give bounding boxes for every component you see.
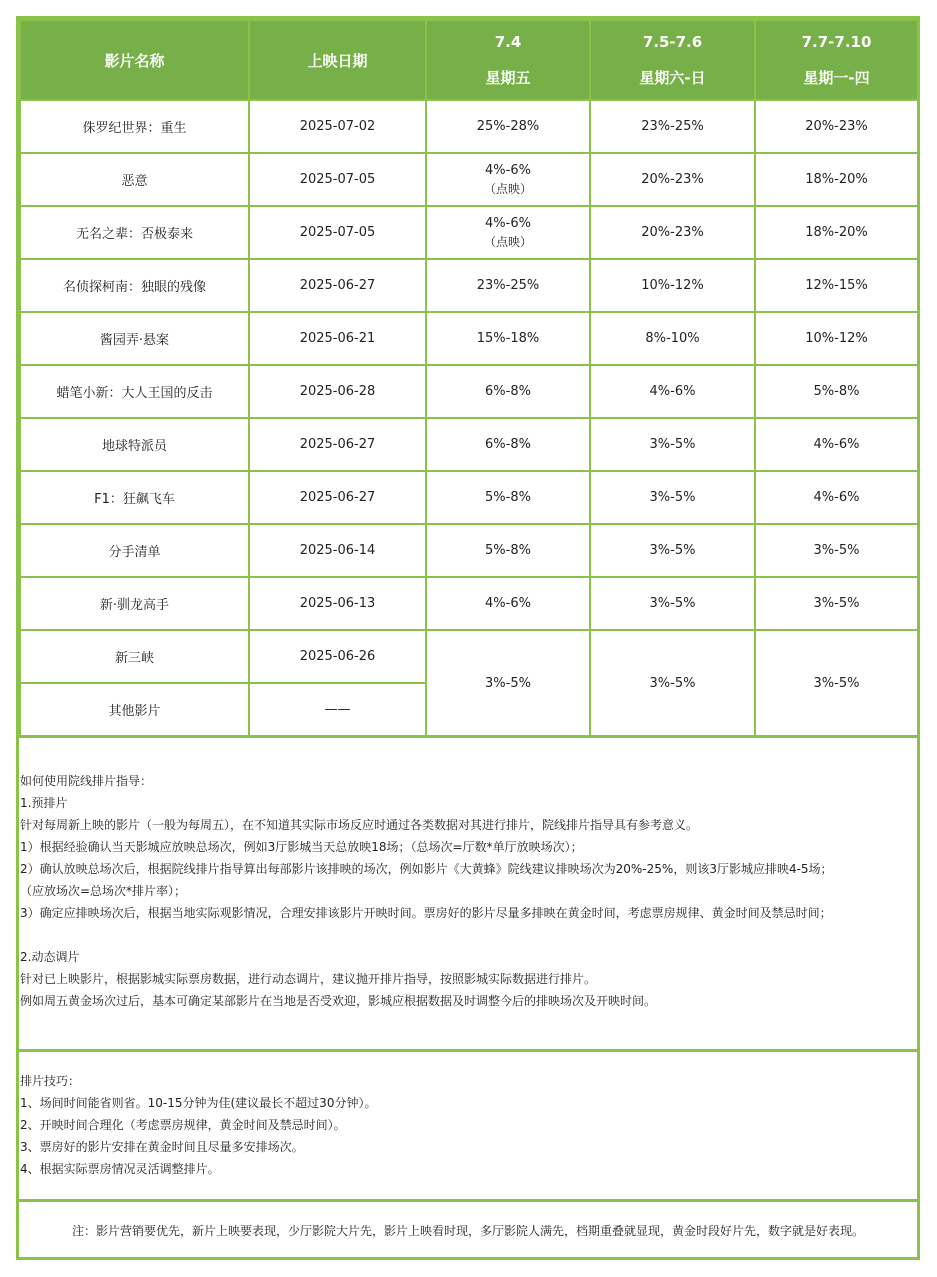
table-row <box>20 418 918 471</box>
footer-note: 注：影片营销要优先，新片上映要表现，少厅影院大片先，影片上映看时现，多厅影院人满先，档期重叠就显现，黄金时段好片先，数字就是好表现。 <box>19 1199 917 1257</box>
presched-line: 1）根据经验确认当天影城应放映总场次，例如3厅影城当天总放映18场；（总场次=厅数*单厅放映场次）； <box>20 840 583 854</box>
weekday-share-cell: 3%-5% <box>755 577 918 630</box>
release-date-cell: 2025-06-27 <box>249 259 426 312</box>
table-row <box>20 524 918 577</box>
film-name-cell: F1：狂飙飞车 <box>20 471 249 524</box>
friday-share-value: 25%-28% <box>476 118 540 134</box>
header-release-date: 上映日期 <box>249 20 426 100</box>
film-name-cell: 新三峡 <box>20 630 249 683</box>
weekday-share-cell: 12%-15% <box>755 259 918 312</box>
release-date-cell: 2025-06-13 <box>249 577 426 630</box>
release-date-cell: 2025-06-21 <box>249 312 426 365</box>
friday-share-value: 6%-8% <box>485 383 531 399</box>
weekday-share-cell: 3%-5% <box>755 630 918 736</box>
friday-share-cell <box>426 365 590 418</box>
table-row <box>20 153 918 206</box>
friday-share-note: （点映） <box>483 234 532 249</box>
tip-item: 1、场间时间能省则省。10-15分钟为佳(建议最长不超过30分钟）。 <box>20 1096 377 1110</box>
weekend-share-cell: 4%-6% <box>590 365 755 418</box>
friday-share-cell <box>426 312 590 365</box>
weekend-share-cell: 3%-5% <box>590 630 755 736</box>
friday-share-value: 4%-6% <box>485 595 531 611</box>
friday-share-cell <box>426 524 590 577</box>
friday-share-cell <box>426 577 590 630</box>
release-date-cell: —— <box>249 683 426 736</box>
release-date-cell: 2025-06-28 <box>249 365 426 418</box>
weekday-share-cell: 4%-6% <box>755 418 918 471</box>
presched-line: 针对每周新上映的影片（一般为每周五），在不知道其实际市场反应时通过各类数据对其进行排片，院线排片指导具有参考意义。 <box>20 818 699 832</box>
header-weekday-day: 星期一-四 <box>803 69 870 87</box>
table-header-row <box>20 20 918 100</box>
weekend-share-cell: 20%-23% <box>590 206 755 259</box>
weekday-share-cell: 10%-12% <box>755 312 918 365</box>
table-row <box>20 312 918 365</box>
header-weekday <box>755 20 918 100</box>
header-weekend <box>590 20 755 100</box>
header-weekend-day: 星期六-日 <box>639 69 706 87</box>
dynamic-line: 针对已上映影片，根据影城实际票房数据，进行动态调片，建议抛开排片指导，按照影城实际数据进行排片。 <box>20 972 597 986</box>
friday-share-value: 4%-6% <box>485 215 531 231</box>
weekend-share-cell: 23%-25% <box>590 100 755 153</box>
table-row <box>20 365 918 418</box>
table-row <box>20 100 918 153</box>
film-name-cell: 蜡笔小新：大人王国的反击 <box>20 365 249 418</box>
film-name-cell: 新·驯龙高手 <box>20 577 249 630</box>
release-date-cell: 2025-06-26 <box>249 630 426 683</box>
table-row-merged-a <box>20 630 918 683</box>
weekend-share-cell: 3%-5% <box>590 418 755 471</box>
weekend-share-cell: 8%-10% <box>590 312 755 365</box>
header-friday-day: 星期五 <box>485 69 531 87</box>
dynamic-heading: 2.动态调片 <box>20 950 80 964</box>
usage-guide-section <box>19 735 917 1049</box>
film-name-cell: 地球特派员 <box>20 418 249 471</box>
friday-share-value: 15%-18% <box>476 330 540 346</box>
film-name-cell: 分手清单 <box>20 524 249 577</box>
tip-item: 3、票房好的影片安排在黄金时间且尽量多安排场次。 <box>20 1140 304 1154</box>
film-name-cell: 无名之辈：否极泰来 <box>20 206 249 259</box>
scheduling-tips-section <box>19 1049 917 1199</box>
usage-title: 如何使用院线排片指导： <box>20 774 153 788</box>
weekday-share-cell: 20%-23% <box>755 100 918 153</box>
dynamic-line: 例如周五黄金场次过后，基本可确定某部影片在当地是否受欢迎，影城应根据数据及时调整今后的排映场次及开映时间。 <box>20 994 657 1008</box>
friday-share-cell: 3%-5% <box>426 630 590 736</box>
friday-share-cell <box>426 153 590 206</box>
header-film-name: 影片名称 <box>20 20 249 100</box>
friday-share-value: 5%-8% <box>485 489 531 505</box>
presched-line: （应放场次=总场次*排片率）； <box>20 884 187 898</box>
header-friday-date: 7.4 <box>494 33 522 51</box>
weekend-share-cell: 3%-5% <box>590 577 755 630</box>
friday-share-note: （点映） <box>483 181 532 196</box>
release-date-cell: 2025-07-05 <box>249 206 426 259</box>
release-date-cell: 2025-06-27 <box>249 418 426 471</box>
table-row <box>20 259 918 312</box>
friday-share-value: 23%-25% <box>476 277 540 293</box>
header-weekend-date: 7.5-7.6 <box>642 33 703 51</box>
schedule-guide-panel <box>16 16 920 1260</box>
presched-heading: 1.预排片 <box>20 796 68 810</box>
weekend-share-cell: 20%-23% <box>590 153 755 206</box>
header-friday <box>426 20 590 100</box>
presched-line: 3）确定应排映场次后，根据当地实际观影情况，合理安排该影片开映时间。票房好的影片尽量多排映在黄金时间，考虑票房规律、黄金时间及禁忌时间； <box>20 906 832 920</box>
release-date-cell: 2025-07-05 <box>249 153 426 206</box>
weekday-share-cell: 4%-6% <box>755 471 918 524</box>
release-date-cell: 2025-06-27 <box>249 471 426 524</box>
release-date-cell: 2025-07-02 <box>249 100 426 153</box>
friday-share-value: 4%-6% <box>485 162 531 178</box>
table-row <box>20 206 918 259</box>
weekday-share-cell: 18%-20% <box>755 206 918 259</box>
friday-share-cell <box>426 471 590 524</box>
weekend-share-cell: 10%-12% <box>590 259 755 312</box>
film-name-cell: 名侦探柯南：独眼的残像 <box>20 259 249 312</box>
tips-title: 排片技巧： <box>20 1074 81 1088</box>
friday-share-cell <box>426 100 590 153</box>
tip-item: 2、开映时间合理化（考虑票房规律，黄金时间及禁忌时间）。 <box>20 1118 346 1132</box>
friday-share-cell <box>426 418 590 471</box>
table-row <box>20 471 918 524</box>
film-name-cell: 酱园弄·悬案 <box>20 312 249 365</box>
film-name-cell: 侏罗纪世界：重生 <box>20 100 249 153</box>
weekday-share-cell: 5%-8% <box>755 365 918 418</box>
friday-share-cell <box>426 206 590 259</box>
film-name-cell: 恶意 <box>20 153 249 206</box>
friday-share-cell <box>426 259 590 312</box>
friday-share-value: 5%-8% <box>485 542 531 558</box>
film-name-cell: 其他影片 <box>20 683 249 736</box>
header-weekday-date: 7.7-7.10 <box>801 33 872 51</box>
release-date-cell: 2025-06-14 <box>249 524 426 577</box>
friday-share-value: 6%-8% <box>485 436 531 452</box>
weekday-share-cell: 3%-5% <box>755 524 918 577</box>
schedule-table <box>19 19 919 737</box>
weekday-share-cell: 18%-20% <box>755 153 918 206</box>
weekend-share-cell: 3%-5% <box>590 524 755 577</box>
presched-line: 2）确认放映总场次后，根据院线排片指导算出每部影片该排映的场次，例如影片《大黄蜂》院线建议排映场次为20%-25%，则该3厅影城应排映4-5场； <box>20 862 833 876</box>
weekend-share-cell: 3%-5% <box>590 471 755 524</box>
tip-item: 4、根据实际票房情况灵活调整排片。 <box>20 1162 220 1176</box>
table-row <box>20 577 918 630</box>
